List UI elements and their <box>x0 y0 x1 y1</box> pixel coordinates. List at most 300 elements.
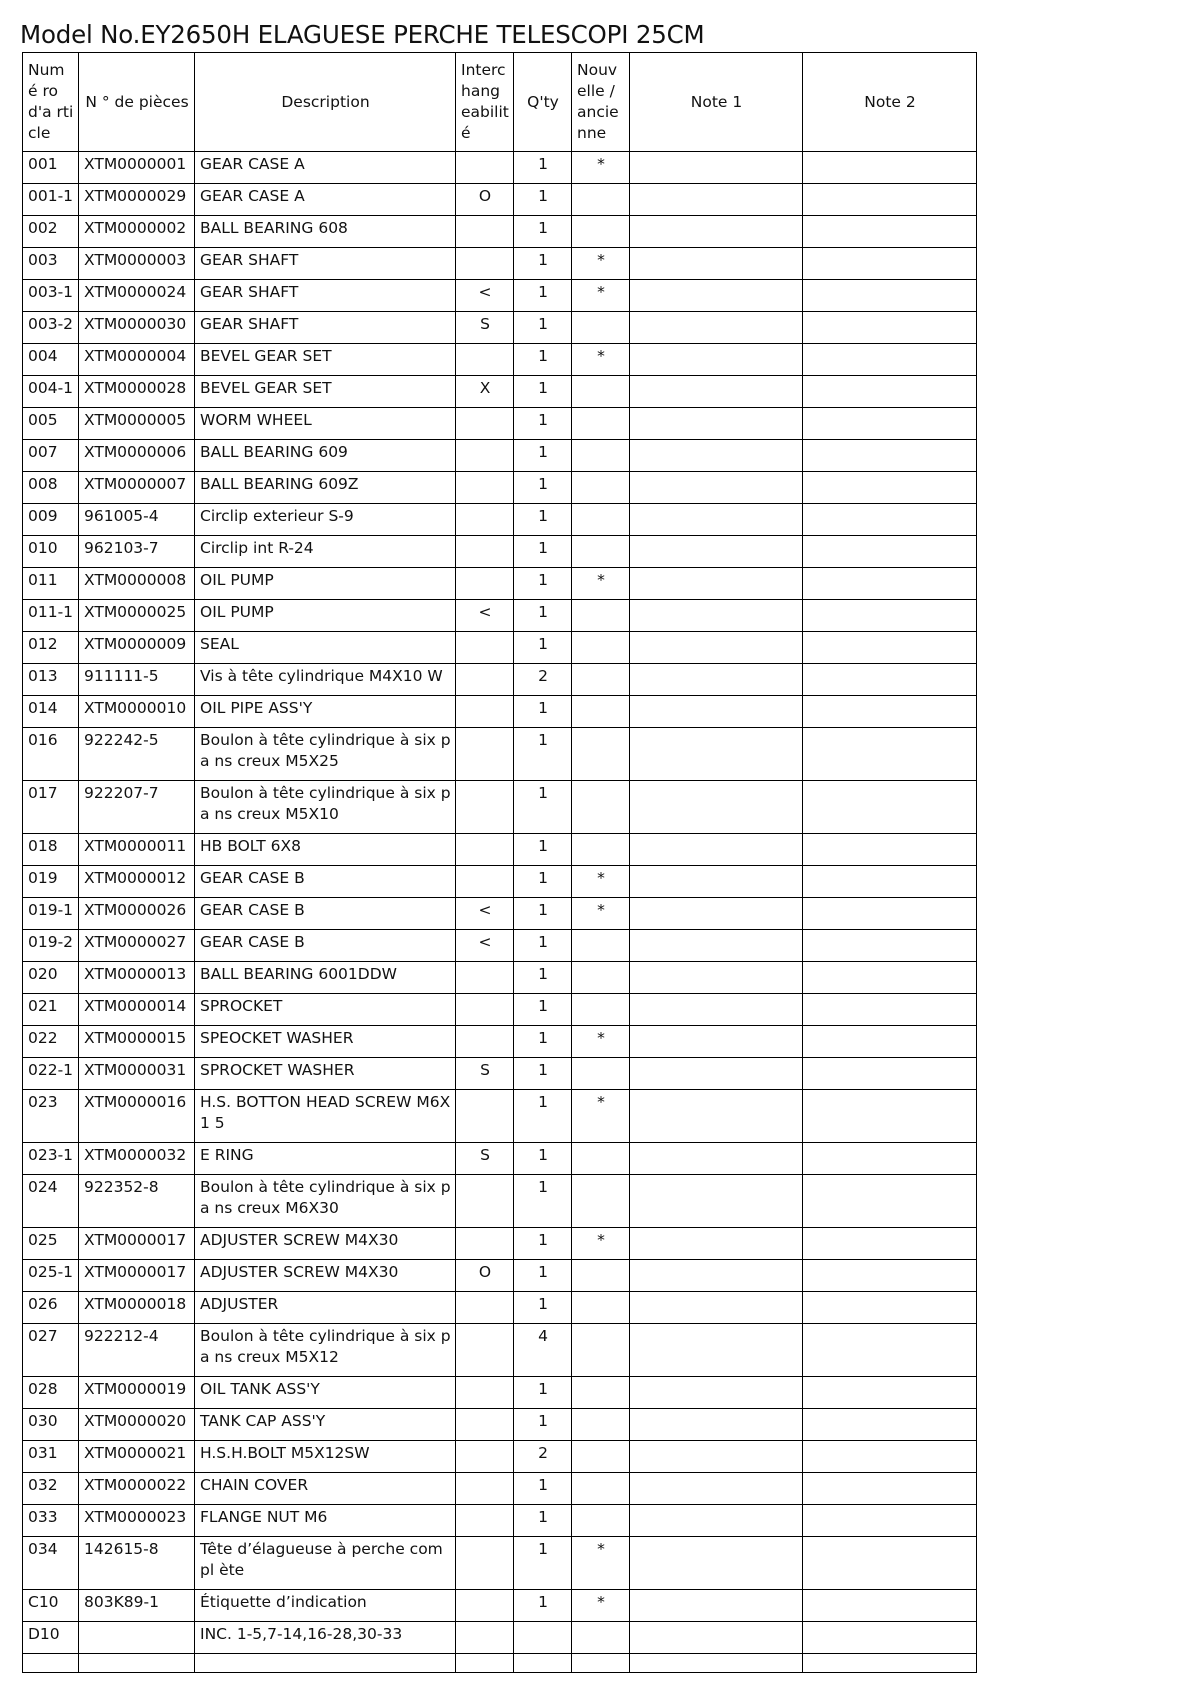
cell-quantity: 1 <box>514 536 572 568</box>
cell-note-1 <box>630 632 803 664</box>
cell-item-number: 033 <box>23 1505 79 1537</box>
cell-note-1 <box>630 866 803 898</box>
cell-note-2 <box>803 1377 977 1409</box>
cell-note-1 <box>630 1090 803 1143</box>
cell-note-1 <box>630 600 803 632</box>
cell-item-number: 030 <box>23 1409 79 1441</box>
cell-description: GEAR CASE B <box>195 930 456 962</box>
cell-new-old: * <box>572 568 630 600</box>
cell-quantity: 1 <box>514 1260 572 1292</box>
cell-new-old <box>572 1441 630 1473</box>
cell-quantity: 1 <box>514 376 572 408</box>
cell-item-number: 019-1 <box>23 898 79 930</box>
cell-interchangeability: < <box>456 600 514 632</box>
cell-empty <box>79 1654 195 1673</box>
cell-part-number: 922242-5 <box>79 728 195 781</box>
cell-note-2 <box>803 248 977 280</box>
cell-note-1 <box>630 248 803 280</box>
cell-interchangeability <box>456 1590 514 1622</box>
cell-item-number: 005 <box>23 408 79 440</box>
table-row <box>23 1441 977 1473</box>
cell-quantity: 1 <box>514 1143 572 1175</box>
table-row <box>23 1505 977 1537</box>
cell-quantity: 1 <box>514 1228 572 1260</box>
cell-note-1 <box>630 280 803 312</box>
cell-quantity: 1 <box>514 280 572 312</box>
cell-new-old: * <box>572 866 630 898</box>
cell-note-1 <box>630 834 803 866</box>
cell-quantity: 1 <box>514 248 572 280</box>
cell-interchangeability <box>456 536 514 568</box>
cell-note-1 <box>630 1409 803 1441</box>
cell-new-old <box>572 1409 630 1441</box>
table-row <box>23 536 977 568</box>
table-row <box>23 408 977 440</box>
cell-new-old <box>572 1473 630 1505</box>
parts-table <box>22 52 977 1673</box>
cell-note-2 <box>803 1260 977 1292</box>
parts-table-body <box>23 152 977 1673</box>
cell-description: H.S. BOTTON HEAD SCREW M6X1 5 <box>195 1090 456 1143</box>
cell-note-2 <box>803 728 977 781</box>
cell-new-old <box>572 440 630 472</box>
cell-empty <box>195 1654 456 1673</box>
cell-interchangeability <box>456 1622 514 1654</box>
cell-item-number: 003-2 <box>23 312 79 344</box>
cell-interchangeability <box>456 696 514 728</box>
cell-interchangeability <box>456 632 514 664</box>
cell-quantity <box>514 1622 572 1654</box>
table-row <box>23 184 977 216</box>
cell-new-old: * <box>572 898 630 930</box>
cell-part-number: 922212-4 <box>79 1324 195 1377</box>
table-row <box>23 1409 977 1441</box>
cell-description: BEVEL GEAR SET <box>195 376 456 408</box>
cell-note-1 <box>630 1026 803 1058</box>
col-header-note-1: Note 1 <box>630 53 803 152</box>
table-row <box>23 504 977 536</box>
cell-quantity: 1 <box>514 440 572 472</box>
cell-note-1 <box>630 1143 803 1175</box>
cell-item-number: 027 <box>23 1324 79 1377</box>
cell-description: Boulon à tête cylindrique à six pa ns creux M5X25 <box>195 728 456 781</box>
cell-new-old <box>572 930 630 962</box>
cell-new-old <box>572 1505 630 1537</box>
cell-part-number: XTM0000007 <box>79 472 195 504</box>
table-row <box>23 696 977 728</box>
table-row <box>23 1473 977 1505</box>
cell-note-1 <box>630 1441 803 1473</box>
cell-item-number: 007 <box>23 440 79 472</box>
cell-quantity: 1 <box>514 184 572 216</box>
cell-quantity: 1 <box>514 1473 572 1505</box>
cell-description: HB BOLT 6X8 <box>195 834 456 866</box>
table-row <box>23 962 977 994</box>
cell-new-old <box>572 1260 630 1292</box>
cell-interchangeability <box>456 216 514 248</box>
cell-note-2 <box>803 1505 977 1537</box>
cell-note-1 <box>630 440 803 472</box>
cell-item-number: 024 <box>23 1175 79 1228</box>
cell-quantity: 1 <box>514 1537 572 1590</box>
cell-interchangeability <box>456 248 514 280</box>
cell-item-number: 010 <box>23 536 79 568</box>
cell-interchangeability: < <box>456 930 514 962</box>
cell-quantity: 1 <box>514 1175 572 1228</box>
cell-new-old <box>572 962 630 994</box>
cell-quantity: 1 <box>514 344 572 376</box>
cell-description: GEAR SHAFT <box>195 312 456 344</box>
cell-note-1 <box>630 504 803 536</box>
cell-interchangeability <box>456 344 514 376</box>
cell-note-2 <box>803 962 977 994</box>
cell-item-number: 011 <box>23 568 79 600</box>
cell-note-1 <box>630 696 803 728</box>
cell-quantity: 1 <box>514 930 572 962</box>
table-row <box>23 866 977 898</box>
cell-item-number: 019-2 <box>23 930 79 962</box>
cell-interchangeability <box>456 1537 514 1590</box>
cell-item-number: 002 <box>23 216 79 248</box>
table-row <box>23 1228 977 1260</box>
cell-new-old <box>572 781 630 834</box>
cell-description: TANK CAP ASS'Y <box>195 1409 456 1441</box>
cell-new-old: * <box>572 1228 630 1260</box>
cell-note-1 <box>630 1324 803 1377</box>
cell-quantity: 1 <box>514 600 572 632</box>
cell-description: INC. 1-5,7-14,16-28,30-33 <box>195 1622 456 1654</box>
cell-description: Boulon à tête cylindrique à six pa ns creux M5X10 <box>195 781 456 834</box>
cell-item-number: 020 <box>23 962 79 994</box>
cell-interchangeability <box>456 1026 514 1058</box>
table-row <box>23 216 977 248</box>
cell-item-number: 012 <box>23 632 79 664</box>
cell-interchangeability <box>456 408 514 440</box>
cell-empty <box>514 1654 572 1673</box>
cell-note-1 <box>630 1228 803 1260</box>
cell-note-1 <box>630 376 803 408</box>
cell-description: SPROCKET WASHER <box>195 1058 456 1090</box>
cell-new-old <box>572 504 630 536</box>
table-row <box>23 376 977 408</box>
col-header-new-old: Nouv elle / ancie nne <box>572 53 630 152</box>
cell-new-old <box>572 994 630 1026</box>
cell-description: GEAR SHAFT <box>195 248 456 280</box>
cell-description: Boulon à tête cylindrique à six pa ns creux M6X30 <box>195 1175 456 1228</box>
cell-new-old <box>572 184 630 216</box>
table-row <box>23 1090 977 1143</box>
cell-new-old: * <box>572 280 630 312</box>
cell-note-1 <box>630 1292 803 1324</box>
cell-description: ADJUSTER <box>195 1292 456 1324</box>
cell-note-2 <box>803 1090 977 1143</box>
cell-interchangeability <box>456 1377 514 1409</box>
cell-item-number: 023-1 <box>23 1143 79 1175</box>
cell-interchangeability <box>456 728 514 781</box>
cell-interchangeability <box>456 834 514 866</box>
cell-note-1 <box>630 184 803 216</box>
col-header-interchangeability: Interc hang eabilit é <box>456 53 514 152</box>
cell-interchangeability <box>456 1175 514 1228</box>
cell-item-number: 022-1 <box>23 1058 79 1090</box>
cell-description: BALL BEARING 609Z <box>195 472 456 504</box>
cell-new-old <box>572 1324 630 1377</box>
cell-part-number: XTM0000011 <box>79 834 195 866</box>
cell-item-number: 031 <box>23 1441 79 1473</box>
cell-note-2 <box>803 216 977 248</box>
cell-new-old <box>572 1058 630 1090</box>
cell-new-old <box>572 664 630 696</box>
cell-note-2 <box>803 1409 977 1441</box>
cell-item-number: 013 <box>23 664 79 696</box>
cell-new-old <box>572 1622 630 1654</box>
cell-part-number: XTM0000025 <box>79 600 195 632</box>
cell-item-number: 025 <box>23 1228 79 1260</box>
table-row <box>23 440 977 472</box>
cell-part-number: XTM0000001 <box>79 152 195 184</box>
cell-note-2 <box>803 376 977 408</box>
cell-empty <box>630 1654 803 1673</box>
cell-new-old <box>572 216 630 248</box>
cell-empty <box>456 1654 514 1673</box>
cell-note-1 <box>630 1175 803 1228</box>
cell-interchangeability <box>456 1292 514 1324</box>
cell-quantity: 1 <box>514 1090 572 1143</box>
cell-note-2 <box>803 568 977 600</box>
cell-quantity: 1 <box>514 472 572 504</box>
table-row <box>23 930 977 962</box>
cell-note-1 <box>630 1505 803 1537</box>
cell-note-2 <box>803 600 977 632</box>
cell-description: Vis à tête cylindrique M4X10 W <box>195 664 456 696</box>
cell-interchangeability: S <box>456 1058 514 1090</box>
cell-description: Circlip int R-24 <box>195 536 456 568</box>
cell-note-1 <box>630 472 803 504</box>
cell-new-old: * <box>572 1537 630 1590</box>
cell-note-2 <box>803 504 977 536</box>
cell-new-old <box>572 728 630 781</box>
cell-part-number: XTM0000003 <box>79 248 195 280</box>
cell-new-old: * <box>572 1090 630 1143</box>
cell-description: OIL PUMP <box>195 600 456 632</box>
cell-interchangeability <box>456 664 514 696</box>
cell-note-2 <box>803 152 977 184</box>
cell-quantity: 1 <box>514 994 572 1026</box>
cell-note-1 <box>630 1260 803 1292</box>
cell-interchangeability <box>456 1473 514 1505</box>
cell-note-2 <box>803 994 977 1026</box>
cell-note-2 <box>803 1026 977 1058</box>
table-row <box>23 1175 977 1228</box>
table-row <box>23 1260 977 1292</box>
table-row <box>23 1058 977 1090</box>
cell-description: H.S.H.BOLT M5X12SW <box>195 1441 456 1473</box>
cell-description: Étiquette d’indication <box>195 1590 456 1622</box>
cell-interchangeability <box>456 504 514 536</box>
table-row <box>23 1377 977 1409</box>
cell-empty <box>572 1654 630 1673</box>
cell-item-number: 023 <box>23 1090 79 1143</box>
cell-note-1 <box>630 536 803 568</box>
cell-new-old <box>572 1377 630 1409</box>
page-title: Model No.EY2650H ELAGUESE PERCHE TELESCOPI 25CM <box>20 20 705 49</box>
col-header-description: Description <box>195 53 456 152</box>
col-header-note-2: Note 2 <box>803 53 977 152</box>
cell-note-2 <box>803 632 977 664</box>
cell-note-1 <box>630 930 803 962</box>
table-row <box>23 994 977 1026</box>
cell-note-1 <box>630 898 803 930</box>
cell-note-1 <box>630 1537 803 1590</box>
cell-note-2 <box>803 312 977 344</box>
cell-item-number: 003 <box>23 248 79 280</box>
table-row <box>23 1026 977 1058</box>
cell-item-number: 009 <box>23 504 79 536</box>
cell-note-1 <box>630 781 803 834</box>
cell-item-number: 034 <box>23 1537 79 1590</box>
cell-note-2 <box>803 1473 977 1505</box>
cell-description: OIL TANK ASS'Y <box>195 1377 456 1409</box>
cell-item-number: 001 <box>23 152 79 184</box>
cell-item-number: D10 <box>23 1622 79 1654</box>
cell-new-old <box>572 1175 630 1228</box>
cell-part-number: 911111-5 <box>79 664 195 696</box>
cell-part-number: XTM0000015 <box>79 1026 195 1058</box>
cell-note-1 <box>630 152 803 184</box>
cell-quantity: 1 <box>514 632 572 664</box>
table-row <box>23 248 977 280</box>
cell-note-1 <box>630 216 803 248</box>
cell-part-number: XTM0000009 <box>79 632 195 664</box>
cell-note-1 <box>630 408 803 440</box>
col-header-item-number: Numé ro d'a rticle <box>23 53 79 152</box>
cell-quantity: 1 <box>514 781 572 834</box>
cell-interchangeability: S <box>456 312 514 344</box>
cell-interchangeability <box>456 1228 514 1260</box>
cell-quantity: 1 <box>514 504 572 536</box>
cell-interchangeability <box>456 962 514 994</box>
cell-item-number: 001-1 <box>23 184 79 216</box>
cell-quantity: 1 <box>514 408 572 440</box>
cell-item-number: C10 <box>23 1590 79 1622</box>
table-row-cut-off <box>23 1654 977 1673</box>
cell-note-2 <box>803 472 977 504</box>
cell-part-number: XTM0000010 <box>79 696 195 728</box>
cell-part-number: XTM0000030 <box>79 312 195 344</box>
cell-interchangeability <box>456 1324 514 1377</box>
cell-empty <box>803 1654 977 1673</box>
cell-item-number: 021 <box>23 994 79 1026</box>
cell-part-number: 142615-8 <box>79 1537 195 1590</box>
table-row <box>23 1590 977 1622</box>
cell-interchangeability: < <box>456 898 514 930</box>
cell-quantity: 1 <box>514 728 572 781</box>
cell-interchangeability: O <box>456 184 514 216</box>
cell-note-2 <box>803 280 977 312</box>
cell-description: CHAIN COVER <box>195 1473 456 1505</box>
cell-note-1 <box>630 664 803 696</box>
cell-item-number: 025-1 <box>23 1260 79 1292</box>
cell-interchangeability <box>456 440 514 472</box>
cell-interchangeability: X <box>456 376 514 408</box>
table-row <box>23 280 977 312</box>
cell-new-old <box>572 600 630 632</box>
cell-interchangeability <box>456 1409 514 1441</box>
cell-new-old <box>572 1292 630 1324</box>
cell-new-old <box>572 632 630 664</box>
table-header-row <box>23 53 977 152</box>
cell-quantity: 1 <box>514 1377 572 1409</box>
table-row <box>23 664 977 696</box>
cell-part-number: XTM0000018 <box>79 1292 195 1324</box>
cell-description: ADJUSTER SCREW M4X30 <box>195 1228 456 1260</box>
cell-description: OIL PUMP <box>195 568 456 600</box>
cell-item-number: 018 <box>23 834 79 866</box>
cell-description: ADJUSTER SCREW M4X30 <box>195 1260 456 1292</box>
cell-note-2 <box>803 834 977 866</box>
cell-part-number: XTM0000020 <box>79 1409 195 1441</box>
cell-note-2 <box>803 1537 977 1590</box>
cell-note-1 <box>630 344 803 376</box>
cell-new-old <box>572 696 630 728</box>
cell-part-number: XTM0000013 <box>79 962 195 994</box>
cell-note-1 <box>630 568 803 600</box>
cell-note-2 <box>803 696 977 728</box>
cell-quantity: 1 <box>514 1505 572 1537</box>
cell-part-number: XTM0000016 <box>79 1090 195 1143</box>
cell-part-number <box>79 1622 195 1654</box>
cell-part-number: XTM0000032 <box>79 1143 195 1175</box>
cell-item-number: 022 <box>23 1026 79 1058</box>
cell-note-2 <box>803 930 977 962</box>
cell-part-number: XTM0000027 <box>79 930 195 962</box>
cell-quantity: 1 <box>514 216 572 248</box>
cell-part-number: XTM0000004 <box>79 344 195 376</box>
cell-part-number: XTM0000021 <box>79 1441 195 1473</box>
cell-note-1 <box>630 994 803 1026</box>
table-row <box>23 1622 977 1654</box>
cell-new-old <box>572 1143 630 1175</box>
cell-quantity: 1 <box>514 834 572 866</box>
table-row <box>23 1143 977 1175</box>
cell-interchangeability <box>456 781 514 834</box>
cell-interchangeability <box>456 1441 514 1473</box>
cell-new-old: * <box>572 248 630 280</box>
cell-description: BALL BEARING 6001DDW <box>195 962 456 994</box>
cell-note-1 <box>630 1590 803 1622</box>
cell-note-2 <box>803 1441 977 1473</box>
table-row <box>23 728 977 781</box>
table-row <box>23 312 977 344</box>
cell-interchangeability: < <box>456 280 514 312</box>
table-row <box>23 898 977 930</box>
cell-note-2 <box>803 440 977 472</box>
cell-interchangeability: S <box>456 1143 514 1175</box>
table-row <box>23 632 977 664</box>
cell-quantity: 1 <box>514 312 572 344</box>
cell-quantity: 4 <box>514 1324 572 1377</box>
cell-description: SPEOCKET WASHER <box>195 1026 456 1058</box>
col-header-part-number: N ° de pièces <box>79 53 195 152</box>
cell-interchangeability <box>456 568 514 600</box>
cell-note-1 <box>630 1058 803 1090</box>
cell-description: OIL PIPE ASS'Y <box>195 696 456 728</box>
cell-note-1 <box>630 962 803 994</box>
cell-part-number: XTM0000014 <box>79 994 195 1026</box>
cell-part-number: 962103-7 <box>79 536 195 568</box>
cell-description: FLANGE NUT M6 <box>195 1505 456 1537</box>
cell-part-number: XTM0000028 <box>79 376 195 408</box>
